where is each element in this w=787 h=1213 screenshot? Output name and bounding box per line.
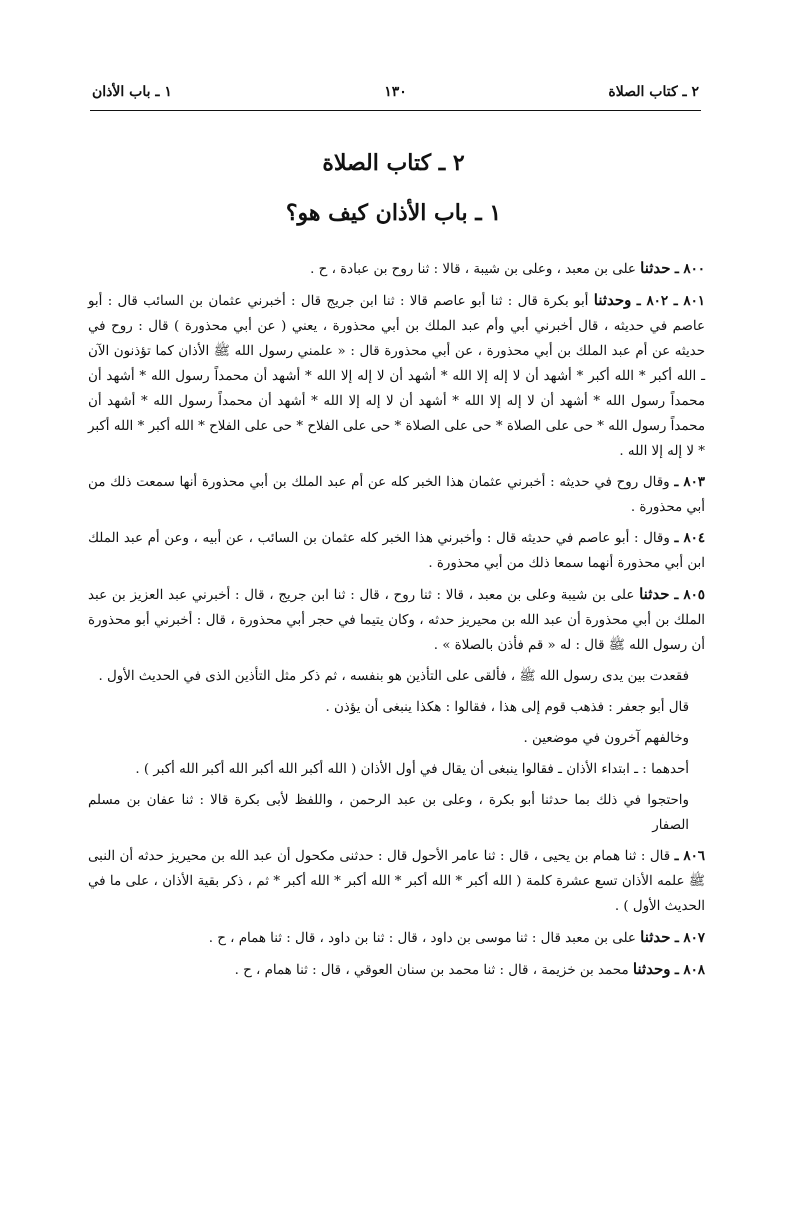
hadith-text: محمد بن خزيمة ، قال : ثنا محمد بن سنان العوقي ، قال : ثنا همام ، ح . xyxy=(234,963,629,978)
hadith-number: ٨٠٥ ـ xyxy=(674,587,705,603)
hadith-keyword: وحدثنا xyxy=(593,291,632,309)
note-paragraph: وخالفهم آخرون في موضعين . xyxy=(523,731,689,746)
hadith-text: وقال روح في حديثه : أخبرني عثمان هذا الخبر كله عن أم عبد الملك بن أبي محذورة أنها سمعت ذلك من أبي محذورة . xyxy=(88,475,705,515)
hadith-text: على بن معبد ، وعلى بن شيبة ، قالا : ثنا روح بن عبادة ، ح . xyxy=(310,262,636,277)
hadith-text: وقال : أبو عاصم في حديثه قال : وأخبرني هذا الخبر كله عثمان بن السائب ، عن أبيه ، وعن أم عبد الملك ابن أبي محذورة أنهما سمعا ذلك من أبي محذورة . xyxy=(88,531,705,571)
hadith-808 xyxy=(88,957,705,983)
note-paragraph: قال أبو جعفر : فذهب قوم إلى هذا ، فقالوا : هكذا ينبغى أن يؤذن . xyxy=(325,700,689,715)
hadith-807 xyxy=(88,925,705,951)
hadith-number: ٨٠٣ ـ xyxy=(674,474,705,490)
hadith-number: ٨٠١ ـ ٨٠٢ ـ xyxy=(636,293,705,309)
hadith-number: ٨٠٦ ـ xyxy=(674,848,705,864)
header-chapter-title: ١ ـ باب الأذان xyxy=(92,84,172,100)
hadith-804 xyxy=(88,526,705,576)
note-paragraph: أحدهما : ـ ابتداء الأذان ـ فقالوا ينبغى أن يقال في أول الأذان ( الله أكبر الله أكبر الله أكبر الله أكبر ) . xyxy=(135,762,689,777)
hadith-text: أبو بكرة قال : ثنا أبو عاصم قالا : ثنا ابن جريج قال : أخبرني عثمان بن السائب قال : أبو عاصم في حديثه ، قال أخبرني أبي وأم عبد الملك بن أبي محذورة ، يعني ( عن أبي محذورة ) قال : روح في حديثه عن أم عبد الملك بن أبي محذورة ، عن أبي محذورة قال : « علمني رسول الله ﷺ الأذان كما تؤذنون الآن ـ الله أكبر * الله أكبر * أشهد أن لا إله إلا الله * أشهد أن لا إله إلا الله * أشهد أن محمداً رسول الله * أشهد أن محمداً رسول الله * أشهد أن لا إله إلا الله * أشهد أن لا إله إلا الله * أشهد أن محمداً رسول الله * أشهد أن محمداً رسول الله * حى على الصلاة * حى على الصلاة * حى على الفلاح * حى على الفلاح * الله أكبر * الله أكبر * لا إله إلا الله . xyxy=(88,294,705,459)
running-header xyxy=(92,84,699,108)
hadith-keyword: وحدثنا xyxy=(632,960,671,978)
hadith-number: ٨٠٨ ـ xyxy=(674,962,705,978)
header-book-title: ٢ ـ كتاب الصلاة xyxy=(608,84,699,100)
hadith-keyword: حدثنا xyxy=(639,585,670,603)
body-text xyxy=(88,256,705,989)
hadith-keyword: حدثنا xyxy=(640,259,671,277)
hadith-number: ٨٠٧ ـ xyxy=(674,930,705,946)
hadith-803 xyxy=(88,470,705,520)
note-paragraph: واحتجوا في ذلك بما حدثنا أبو بكرة ، وعلى بن عبد الرحمن ، واللفظ لأبى بكرة قالا : ثنا عفان بن مسلم الصفار xyxy=(88,793,689,833)
header-divider xyxy=(90,110,701,111)
hadith-text: على بن معبد قال : ثنا موسى بن داود ، قال : ثنا بن داود ، قال : ثنا همام ، ح . xyxy=(208,931,636,946)
hadith-number: ٨٠٤ ـ xyxy=(674,530,706,546)
page-number: ١٣٠ xyxy=(384,84,407,100)
chapter-title: ١ ـ باب الأذان كيف هو؟ xyxy=(285,200,502,226)
hadith-text: قال : ثنا همام بن يحيى ، قال : ثنا عامر الأحول قال : حدثنى مكحول أن عبد الله بن محيريز حدثه أن النبى ﷺ علمه الأذان تسع عشرة كلمة ( الله أكبر * الله أكبر * الله أكبر * الله أكبر * ثم ، ذكر بقية الأذان ، على ما في الحديث الأول ) . xyxy=(88,849,705,914)
book-title: ٢ ـ كتاب الصلاة xyxy=(322,150,465,176)
hadith-text: على بن شيبة وعلى بن معبد ، قالا : ثنا روح ، قال : ثنا ابن جريج ، قال : أخبرني عبد العزيز بن عبد الملك بن أبي محذورة أن عبد الله بن محيريز حدثه ، وكان يتيما في حجر أبي محذورة ، قال : أخبرني أبو محذورة أن رسول الله ﷺ قال : له « قم فأذن بالصلاة » . xyxy=(88,588,705,653)
hadith-number: ٨٠٠ ـ xyxy=(674,261,705,277)
hadith-805 xyxy=(88,582,705,658)
hadith-806 xyxy=(88,844,705,919)
hadith-800 xyxy=(88,256,705,282)
note-paragraph: فقعدت بين يدى رسول الله ﷺ ، فألقى على التأذين هو بنفسه ، ثم ذكر مثل التأذين الذى في الحديث الأول . xyxy=(98,669,689,684)
hadith-keyword: حدثنا xyxy=(640,928,671,946)
hadith-801-802 xyxy=(88,288,705,464)
